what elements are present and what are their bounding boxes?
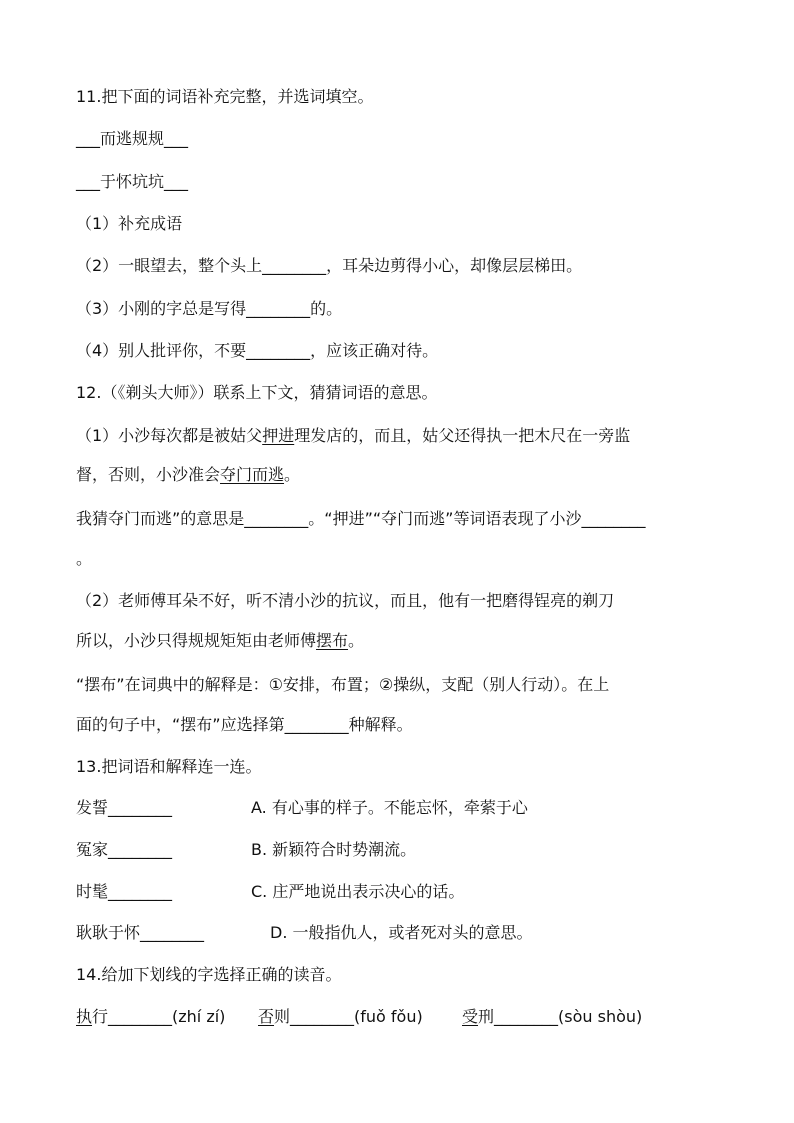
text-run: 所以，小沙只得规规矩矩由老师傅 bbox=[76, 631, 317, 650]
q13-definition: B. 新颖符合时势潮流。 bbox=[251, 840, 417, 859]
q13-word: 发誓________ bbox=[76, 798, 173, 817]
q12-para-2-line-1: （2）老师傅耳朵不好，听不清小沙的抗议，而且，他有一把磨得锃亮的剃刀 bbox=[76, 591, 615, 610]
q13-title: 13.把词语和解释连一连。 bbox=[76, 757, 262, 776]
q13-row bbox=[76, 881, 734, 903]
q11-sub-1: （1）补充成语 bbox=[76, 214, 183, 233]
q11-idiom-2: ___于怀坑坑___ bbox=[76, 172, 189, 191]
underlined-word: 押进 bbox=[262, 426, 295, 445]
q14-title: 14.给加下划线的字选择正确的读音。 bbox=[76, 965, 342, 984]
q13-row bbox=[76, 797, 734, 819]
q11-title: 11.把下面的词语补充完整，并选词填空。 bbox=[76, 87, 374, 106]
q13-definition: D. 一般指仇人，或者死对头的意思。 bbox=[270, 923, 533, 942]
underlined-word: 摆布 bbox=[316, 631, 349, 650]
text-run: 则________(fuǒ fǒu) bbox=[274, 1007, 423, 1026]
q14-item bbox=[258, 1006, 423, 1028]
q12-para-2-line-2 bbox=[76, 630, 734, 652]
q14-item bbox=[462, 1006, 642, 1028]
underlined-char: 受 bbox=[462, 1007, 479, 1026]
underlined-char: 否 bbox=[258, 1007, 275, 1026]
q13-row bbox=[76, 839, 734, 861]
text-run: 督，否则，小沙准会 bbox=[76, 465, 221, 484]
q12-para-1-line-2 bbox=[76, 464, 734, 486]
q12-para-1-line-1 bbox=[76, 425, 734, 447]
text-run: 理发店的，而且，姑父还得执一把木尺在一旁监 bbox=[294, 426, 631, 445]
q12-guess-line: 我猜夺门而逃”的意思是________。“押进”“夺门而逃”等词语表现了小沙________ bbox=[76, 509, 646, 528]
q12-definition-line-1: “摆布”在词典中的解释是：①安排，布置；②操纵，支配（别人行动）。在上 bbox=[76, 675, 610, 694]
q12-title: 12.（《剃头大师》）联系上下文，猜猜词语的意思。 bbox=[76, 383, 438, 402]
q11-idiom-1: ___而逃规规___ bbox=[76, 129, 189, 148]
q13-row bbox=[76, 922, 734, 944]
q13-word: 冤家________ bbox=[76, 840, 173, 859]
underlined-word: 夺门而逃 bbox=[220, 465, 285, 484]
q11-sub-4: （4）别人批评你，不要________，应该正确对待。 bbox=[76, 341, 439, 360]
q13-word: 耿耿于怀________ bbox=[76, 923, 205, 942]
q14-item bbox=[76, 1006, 225, 1028]
text-run: 。 bbox=[284, 465, 301, 484]
q13-definition: C. 庄严地说出表示决心的话。 bbox=[251, 882, 465, 901]
q13-definition: A. 有心事的样子。不能忘怀，牵萦于心 bbox=[251, 798, 528, 817]
underlined-char: 执 bbox=[76, 1007, 93, 1026]
text-run: 行________(zhí zí) bbox=[92, 1007, 226, 1026]
q12-guess-end: 。 bbox=[76, 549, 93, 568]
q13-word: 时髦________ bbox=[76, 882, 173, 901]
text-run: 刑________(sòu shòu) bbox=[478, 1007, 643, 1026]
q12-definition-line-2: 面的句子中，“摆布”应选择第________种解释。 bbox=[76, 715, 413, 734]
text-run: （1）小沙每次都是被姑父 bbox=[76, 426, 263, 445]
text-run: 。 bbox=[348, 631, 365, 650]
q11-sub-3: （3）小刚的字总是写得________的。 bbox=[76, 299, 343, 318]
q11-sub-2: （2）一眼望去，整个头上________，耳朵边剪得小心，却像层层梯田。 bbox=[76, 256, 583, 275]
